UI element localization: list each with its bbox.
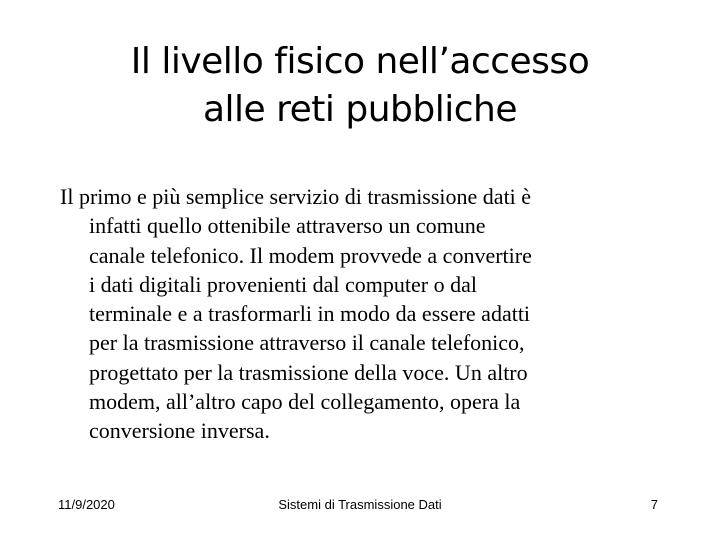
slide-title-line: Il livello fisico nell’accesso — [130, 41, 590, 82]
slide-body-paragraph — [60, 182, 670, 446]
body-text-line: canale telefonico. Il modem provvede a convertire — [89, 242, 532, 268]
body-text-line: Il primo e più semplice servizio di trasmissione dati è — [60, 184, 532, 209]
footer-date: 11/9/2020 — [58, 497, 115, 512]
body-text-line: per la trasmissione attraverso il canale telefonico, — [89, 330, 525, 356]
slide-title-line: alle reti pubbliche — [202, 89, 517, 130]
footer-title: Sistemi di Trasmissione Dati — [278, 497, 442, 512]
body-text-line: progettato per la trasmissione della voce. Un altro — [89, 359, 528, 385]
footer-page-number: 7 — [650, 497, 658, 512]
body-text-line: terminale e a trasformarli in modo da essere adatti — [89, 301, 531, 327]
body-text-line: modem, all’altro capo del collegamento, opera la — [89, 389, 521, 415]
body-text-line: infatti quello ottenibile attraverso un comune — [89, 213, 486, 239]
slide-title — [40, 38, 680, 134]
body-text-line: i dati digitali provenienti dal computer o dal — [89, 271, 477, 297]
body-text-line: conversione inversa. — [89, 418, 270, 444]
